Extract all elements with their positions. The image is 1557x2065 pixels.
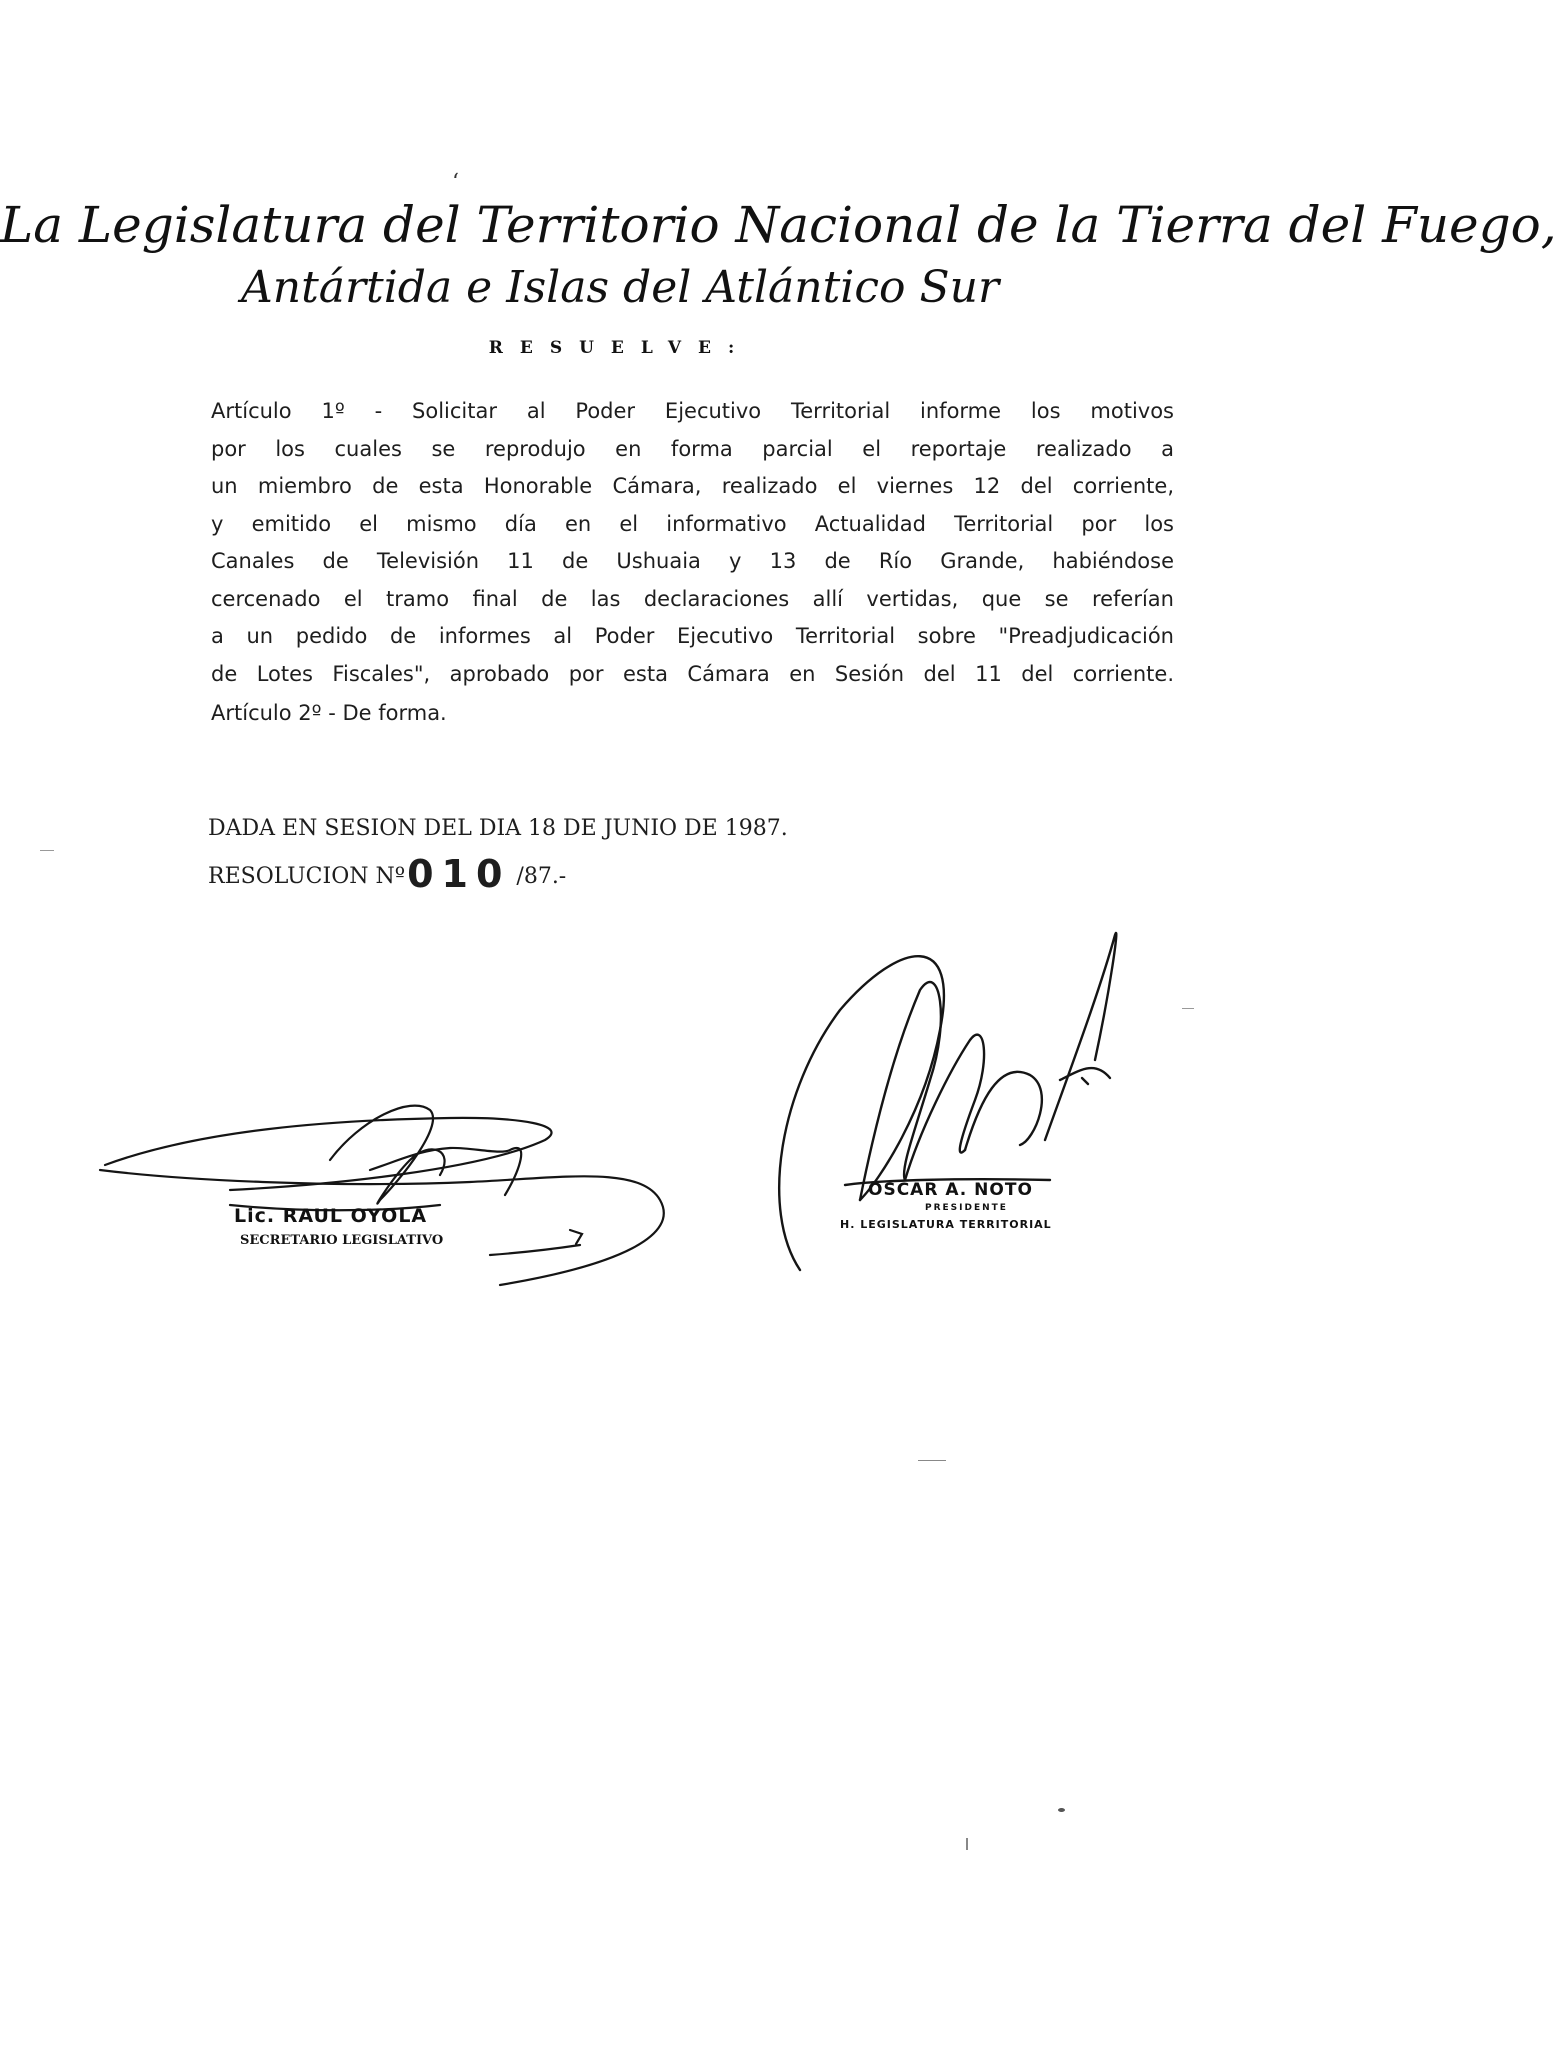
scan-speck — [1058, 1808, 1065, 1812]
header-line-2: Antártida e Islas del Atlántico Sur — [240, 262, 1000, 313]
scan-speck — [40, 850, 54, 851]
article-1-line: cercenado el tramo final de las declaraciones allí vertidas, que se referían — [211, 586, 1174, 611]
article-1-line: Canales de Televisión 11 de Ushuaia y 13 de Río Grande, habiéndose — [211, 549, 1174, 573]
article-1-line: a un pedido de informes al Poder Ejecutivo Territorial sobre "Preadjudicación — [211, 624, 1174, 648]
scan-speck — [966, 1838, 968, 1850]
right-signer-institution: H. LEGISLATURA TERRITORIAL — [840, 1218, 1052, 1231]
article-1-line: de Lotes Fiscales", aprobado por esta Cámara en Sesión del 11 del corriente. — [211, 661, 1174, 686]
right-signer-role: PRESIDENTE — [925, 1203, 1008, 1213]
resolution-number-value: 010 — [407, 852, 511, 896]
left-signature-drawing — [100, 1106, 664, 1285]
scan-speck — [918, 1460, 946, 1461]
article-1-line: Artículo 1º - Solicitar al Poder Ejecutivo Territorial informe los motivos — [211, 399, 1174, 423]
resolution-prefix: RESOLUCION Nº — [208, 864, 406, 889]
left-signer-name: Lic. RAUL OYOLA — [234, 1205, 428, 1227]
scan-speck — [1182, 1008, 1194, 1009]
resuelve-heading: RESUELVE: — [488, 338, 752, 358]
resolution-suffix: /87.- — [516, 864, 567, 889]
header-line-1: La Legislatura del Territorio Nacional de la Tierra del Fuego, — [0, 196, 1557, 254]
article-1-line: y emitido el mismo día en el informativo Actualidad Territorial por los — [211, 511, 1174, 536]
session-date: DADA EN SESION DEL DIA 18 DE JUNIO DE 1987. — [208, 816, 788, 841]
article-1-line: por los cuales se reprodujo en forma parcial el reportaje realizado a — [211, 436, 1174, 461]
margin-mark: ‘ — [452, 170, 459, 195]
right-signer-name: OSCAR A. NOTO — [868, 1180, 1033, 1200]
left-signer-role: SECRETARIO LEGISLATIVO — [240, 1233, 444, 1248]
article-2: Artículo 2º - De forma. — [211, 701, 447, 725]
article-1-line: un miembro de esta Honorable Cámara, realizado el viernes 12 del corriente, — [211, 474, 1174, 498]
